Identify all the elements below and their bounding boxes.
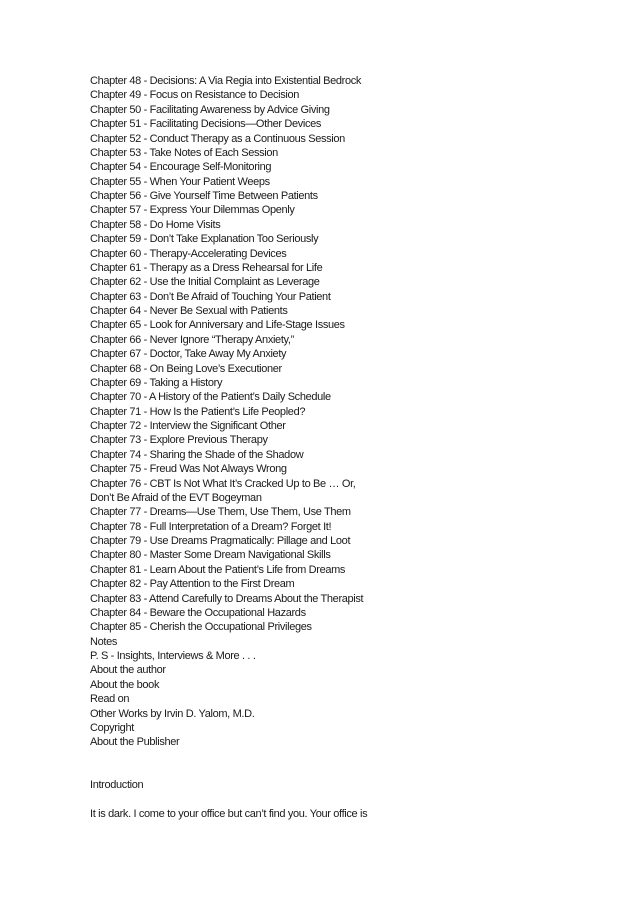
toc-line: Chapter 49 - Focus on Resistance to Decision bbox=[90, 89, 299, 102]
toc-line: Chapter 74 - Sharing the Shade of the Shadow bbox=[90, 448, 304, 461]
toc-line: Chapter 61 - Therapy as a Dress Rehearsal for Life bbox=[90, 261, 323, 274]
toc-line: Chapter 68 - On Being Love’s Executioner bbox=[90, 362, 282, 375]
toc-line: Chapter 69 - Taking a History bbox=[90, 376, 223, 389]
toc-line: Chapter 66 - Never Ignore “Therapy Anxiety,” bbox=[90, 333, 294, 346]
toc-line: Chapter 59 - Don’t Take Explanation Too Seriously bbox=[90, 233, 319, 246]
toc-line: Chapter 85 - Cherish the Occupational Privileges bbox=[90, 621, 312, 634]
toc-line: Chapter 48 - Decisions: A Via Regia into Existential Bedrock bbox=[90, 75, 362, 87]
toc-line: Chapter 80 - Master Some Dream Navigational Skills bbox=[90, 549, 331, 562]
toc-line: Copyright bbox=[90, 721, 134, 734]
toc-line: Chapter 76 - CBT Is Not What It’s Cracked Up to Be … Or, bbox=[90, 477, 356, 490]
toc-line: Chapter 54 - Encourage Self-Monitoring bbox=[90, 161, 272, 174]
toc-line: Chapter 62 - Use the Initial Complaint as Leverage bbox=[90, 276, 320, 289]
toc-line: Chapter 78 - Full Interpretation of a Dream? Forget It! bbox=[90, 520, 332, 533]
document-page bbox=[90, 74, 610, 822]
toc-line: Chapter 57 - Express Your Dilemmas Openly bbox=[90, 204, 295, 217]
toc-line: P. S - Insights, Interviews & More . . . bbox=[90, 650, 256, 662]
toc-line: Chapter 72 - Interview the Significant Other bbox=[90, 420, 286, 432]
toc-line: Chapter 70 - A History of the Patient’s Daily Schedule bbox=[90, 391, 331, 404]
toc-line: Read on bbox=[90, 693, 130, 706]
toc-line: Chapter 82 - Pay Attention to the First Dream bbox=[90, 578, 295, 591]
toc-line: Chapter 50 - Facilitating Awareness by Advice Giving bbox=[90, 103, 330, 116]
toc-line: Chapter 58 - Do Home Visits bbox=[90, 218, 221, 231]
toc-line: About the book bbox=[90, 678, 160, 691]
toc-line: Don’t Be Afraid of the EVT Bogeyman bbox=[90, 491, 262, 504]
toc-line: Chapter 79 - Use Dreams Pragmatically: Pillage and Loot bbox=[90, 535, 351, 547]
toc-line: Chapter 63 - Don’t Be Afraid of Touching Your Patient bbox=[90, 290, 331, 303]
toc-line: Chapter 73 - Explore Previous Therapy bbox=[90, 434, 268, 447]
toc-line: Chapter 77 - Dreams—Use Them, Use Them, Use Them bbox=[90, 506, 351, 519]
toc-line: Chapter 67 - Doctor, Take Away My Anxiety bbox=[90, 348, 287, 361]
toc-line: Chapter 75 - Freud Was Not Always Wrong bbox=[90, 463, 287, 476]
toc-line: Chapter 55 - When Your Patient Weeps bbox=[90, 175, 270, 188]
body-paragraph: It is dark. I come to your office but can’t find you. Your office is bbox=[90, 808, 368, 821]
toc-line: Chapter 84 - Beware the Occupational Hazards bbox=[90, 606, 306, 619]
blank-space bbox=[90, 750, 610, 779]
toc-line: Chapter 64 - Never Be Sexual with Patients bbox=[90, 305, 288, 317]
blank-space bbox=[90, 793, 610, 807]
toc-line: Chapter 60 - Therapy-Accelerating Devices bbox=[90, 247, 287, 260]
toc-line: Chapter 83 - Attend Carefully to Dreams About the Therapist bbox=[90, 592, 364, 605]
toc-line: About the Publisher bbox=[90, 736, 180, 749]
toc-line: Other Works by Irvin D. Yalom, M.D. bbox=[90, 707, 255, 720]
toc-line: About the author bbox=[90, 664, 166, 677]
toc-line: Chapter 65 - Look for Anniversary and Life-Stage Issues bbox=[90, 319, 345, 332]
toc-line: Notes bbox=[90, 635, 117, 648]
toc-line: Chapter 52 - Conduct Therapy as a Continuous Session bbox=[90, 132, 345, 145]
toc-line: Chapter 81 - Learn About the Patient’s Life from Dreams bbox=[90, 563, 346, 576]
toc-line: Chapter 56 - Give Yourself Time Between Patients bbox=[90, 190, 318, 202]
toc-line: Chapter 53 - Take Notes of Each Session bbox=[90, 146, 278, 159]
toc-line: Chapter 71 - How Is the Patient’s Life Peopled? bbox=[90, 405, 306, 418]
toc-line: Chapter 51 - Facilitating Decisions—Other Devices bbox=[90, 118, 322, 131]
table-of-contents bbox=[90, 74, 610, 750]
section-heading: Introduction bbox=[90, 779, 144, 792]
